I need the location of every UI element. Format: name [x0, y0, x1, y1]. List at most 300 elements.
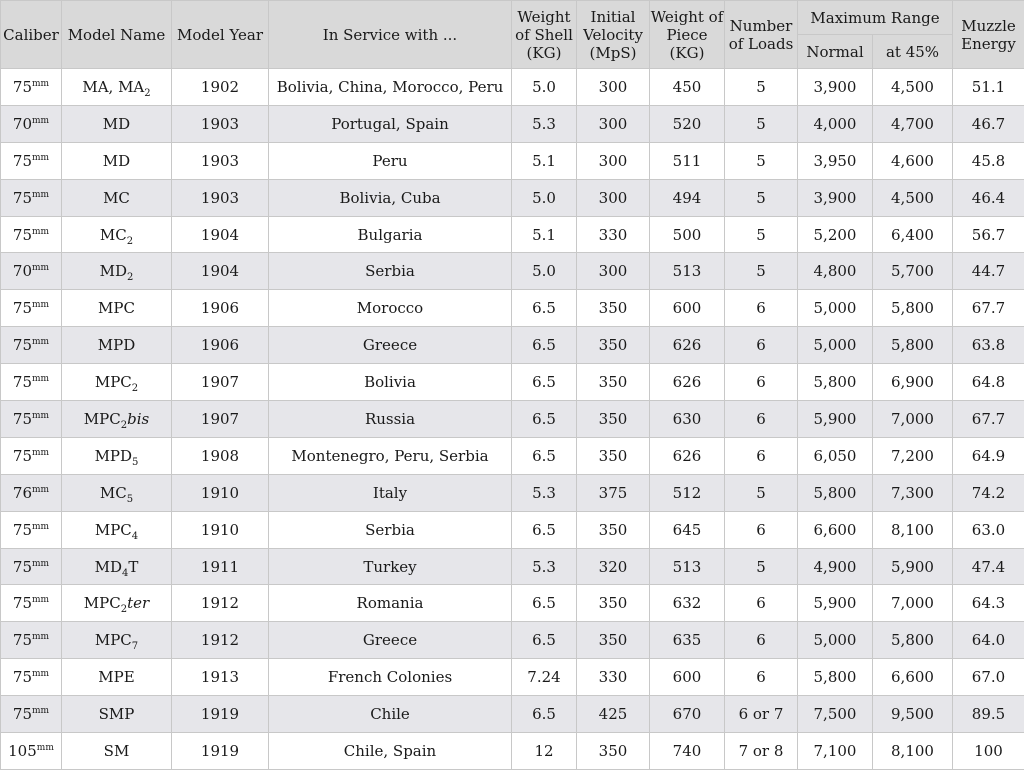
- header-in-service: In Service with ...: [269, 1, 512, 69]
- cell-in-service: Portugal, Spain: [269, 105, 512, 142]
- cell-initial-velocity: 320: [577, 548, 650, 585]
- caliber-value: 70: [13, 115, 32, 133]
- caliber-unit: mm: [32, 411, 49, 421]
- cell-range-at-45: 7,300: [873, 474, 953, 511]
- cell-number-of-loads: 5: [725, 179, 798, 216]
- header-maximum-range: Maximum Range: [798, 1, 953, 35]
- model-name-part: ter: [127, 594, 149, 612]
- cell-shell-weight: 6.5: [512, 364, 577, 401]
- cell-piece-weight: 635: [650, 622, 725, 659]
- cell-caliber: [1, 659, 62, 696]
- cell-caliber: [1, 142, 62, 179]
- table-row: [1, 733, 1024, 770]
- cell-model-year: 1904: [172, 253, 269, 290]
- cell-model-year: 1910: [172, 511, 269, 548]
- cell-model-year: 1902: [172, 69, 269, 106]
- cell-caliber: [1, 290, 62, 327]
- cell-caliber: [1, 179, 62, 216]
- cell-number-of-loads: 6: [725, 290, 798, 327]
- cell-number-of-loads: 6: [725, 437, 798, 474]
- cell-model-name: [62, 548, 172, 585]
- model-name-part: 2: [121, 420, 127, 431]
- cell-piece-weight: 626: [650, 437, 725, 474]
- cell-range-normal: 6,050: [798, 437, 873, 474]
- cell-piece-weight: 600: [650, 290, 725, 327]
- model-name-part: MD: [103, 115, 130, 133]
- model-name-part: MA, MA: [82, 78, 144, 96]
- cell-caliber: [1, 511, 62, 548]
- cell-muzzle-energy: 47.4: [953, 548, 1024, 585]
- cell-range-normal: 6,600: [798, 511, 873, 548]
- cell-muzzle-energy: 64.3: [953, 585, 1024, 622]
- caliber-unit: mm: [32, 153, 49, 163]
- cell-muzzle-energy: 46.4: [953, 179, 1024, 216]
- cell-in-service: Turkey: [269, 548, 512, 585]
- cell-model-name: [62, 622, 172, 659]
- cell-range-at-45: 7,200: [873, 437, 953, 474]
- cell-range-at-45: 4,500: [873, 179, 953, 216]
- cell-piece-weight: 630: [650, 401, 725, 438]
- table-row: [1, 364, 1024, 401]
- caliber-value: 75: [13, 521, 32, 539]
- caliber-unit: mm: [32, 337, 49, 347]
- cell-initial-velocity: 350: [577, 364, 650, 401]
- caliber-value: 70: [13, 262, 32, 280]
- cell-initial-velocity: 350: [577, 622, 650, 659]
- cell-initial-velocity: 350: [577, 290, 650, 327]
- cell-range-normal: 5,900: [798, 401, 873, 438]
- model-name-part: MD: [103, 152, 130, 170]
- cell-model-name: [62, 401, 172, 438]
- cell-in-service: Morocco: [269, 290, 512, 327]
- caliber-unit: mm: [32, 522, 49, 532]
- cell-range-normal: 5,000: [798, 622, 873, 659]
- cell-range-at-45: 4,500: [873, 69, 953, 106]
- cell-muzzle-energy: 74.2: [953, 474, 1024, 511]
- cell-caliber: [1, 437, 62, 474]
- cell-piece-weight: 626: [650, 364, 725, 401]
- model-name-part: 4: [122, 568, 128, 579]
- caliber-value: 75: [13, 299, 32, 317]
- cell-model-year: 1907: [172, 364, 269, 401]
- cell-muzzle-energy: 67.7: [953, 290, 1024, 327]
- caliber-unit: mm: [32, 227, 49, 237]
- cell-piece-weight: 513: [650, 548, 725, 585]
- cell-shell-weight: 6.5: [512, 290, 577, 327]
- table-row: [1, 696, 1024, 733]
- cell-model-name: [62, 659, 172, 696]
- cell-muzzle-energy: 63.0: [953, 511, 1024, 548]
- header-caliber: Caliber: [1, 1, 62, 69]
- cell-model-name: [62, 327, 172, 364]
- table-row: [1, 179, 1024, 216]
- cell-model-name: [62, 216, 172, 253]
- header-range-normal: Normal: [798, 35, 873, 69]
- caliber-unit: mm: [32, 116, 49, 126]
- cell-initial-velocity: 350: [577, 437, 650, 474]
- cell-piece-weight: 626: [650, 327, 725, 364]
- cell-range-normal: 4,000: [798, 105, 873, 142]
- cell-caliber: [1, 585, 62, 622]
- table-row: [1, 585, 1024, 622]
- cell-caliber: [1, 327, 62, 364]
- cell-model-name: [62, 105, 172, 142]
- model-name-part: 2: [121, 604, 127, 615]
- cell-caliber: [1, 253, 62, 290]
- cell-range-normal: 3,900: [798, 179, 873, 216]
- cell-range-at-45: 6,900: [873, 364, 953, 401]
- cell-in-service: Romania: [269, 585, 512, 622]
- table-body: [1, 69, 1024, 770]
- cell-range-normal: 5,900: [798, 585, 873, 622]
- caliber-value: 75: [13, 78, 32, 96]
- cell-piece-weight: 740: [650, 733, 725, 770]
- cell-model-year: 1904: [172, 216, 269, 253]
- table-header: [1, 1, 1024, 69]
- table-row: [1, 622, 1024, 659]
- cell-number-of-loads: 5: [725, 216, 798, 253]
- caliber-value: 76: [13, 484, 32, 502]
- cell-range-normal: 5,800: [798, 364, 873, 401]
- cell-muzzle-energy: 64.8: [953, 364, 1024, 401]
- cell-muzzle-energy: 44.7: [953, 253, 1024, 290]
- cell-range-at-45: 7,000: [873, 585, 953, 622]
- cell-range-normal: 3,900: [798, 69, 873, 106]
- cell-model-name: [62, 733, 172, 770]
- cell-number-of-loads: 5: [725, 105, 798, 142]
- table-row: [1, 474, 1024, 511]
- cell-in-service: Chile, Spain: [269, 733, 512, 770]
- cell-piece-weight: 500: [650, 216, 725, 253]
- cell-model-year: 1906: [172, 290, 269, 327]
- cell-number-of-loads: 6: [725, 511, 798, 548]
- model-name-part: 2: [132, 383, 138, 394]
- model-name-part: 5: [132, 457, 138, 468]
- cell-range-at-45: 4,600: [873, 142, 953, 179]
- cell-piece-weight: 494: [650, 179, 725, 216]
- caliber-unit: mm: [32, 448, 49, 458]
- cell-initial-velocity: 300: [577, 69, 650, 106]
- cell-model-year: 1912: [172, 585, 269, 622]
- cell-model-year: 1908: [172, 437, 269, 474]
- table-row: [1, 216, 1024, 253]
- cell-caliber: [1, 105, 62, 142]
- cell-model-name: [62, 253, 172, 290]
- cell-muzzle-energy: 46.7: [953, 105, 1024, 142]
- header-shell-weight: Weight of Shell (KG): [512, 1, 577, 69]
- cell-number-of-loads: 5: [725, 69, 798, 106]
- cell-range-at-45: 5,900: [873, 548, 953, 585]
- caliber-unit: mm: [32, 632, 49, 642]
- caliber-value: 75: [13, 336, 32, 354]
- model-name-part: MPC: [95, 521, 132, 539]
- model-name-part: MC: [100, 484, 127, 502]
- cell-piece-weight: 600: [650, 659, 725, 696]
- caliber-unit: mm: [37, 743, 54, 753]
- cell-initial-velocity: 300: [577, 179, 650, 216]
- model-name-part: 7: [132, 641, 138, 652]
- cell-muzzle-energy: 64.9: [953, 437, 1024, 474]
- cell-muzzle-energy: 56.7: [953, 216, 1024, 253]
- cell-model-year: 1903: [172, 179, 269, 216]
- cell-shell-weight: 6.5: [512, 622, 577, 659]
- cell-in-service: Chile: [269, 696, 512, 733]
- cell-muzzle-energy: 100: [953, 733, 1024, 770]
- cell-caliber: [1, 696, 62, 733]
- cell-caliber: [1, 401, 62, 438]
- cell-model-year: 1907: [172, 401, 269, 438]
- cell-model-name: [62, 69, 172, 106]
- caliber-value: 75: [13, 410, 32, 428]
- cell-model-year: 1911: [172, 548, 269, 585]
- cell-model-name: [62, 437, 172, 474]
- cell-range-at-45: 8,100: [873, 733, 953, 770]
- caliber-value: 75: [13, 631, 32, 649]
- model-name-part: MD: [95, 558, 122, 576]
- cell-in-service: Serbia: [269, 511, 512, 548]
- cell-piece-weight: 645: [650, 511, 725, 548]
- cell-in-service: Serbia: [269, 253, 512, 290]
- header-initial-velocity: Initial Velocity (MpS): [577, 1, 650, 69]
- cell-number-of-loads: 7 or 8: [725, 733, 798, 770]
- cell-shell-weight: 12: [512, 733, 577, 770]
- cell-number-of-loads: 6 or 7: [725, 696, 798, 733]
- cell-range-normal: 4,900: [798, 548, 873, 585]
- cell-shell-weight: 5.0: [512, 253, 577, 290]
- caliber-unit: mm: [32, 263, 49, 273]
- cell-model-name: [62, 179, 172, 216]
- cell-model-year: 1910: [172, 474, 269, 511]
- cell-shell-weight: 5.3: [512, 474, 577, 511]
- cell-muzzle-energy: 45.8: [953, 142, 1024, 179]
- cell-model-name: [62, 142, 172, 179]
- cell-shell-weight: 6.5: [512, 437, 577, 474]
- cell-number-of-loads: 6: [725, 659, 798, 696]
- model-name-part: SMP: [99, 705, 135, 723]
- cell-in-service: Bolivia: [269, 364, 512, 401]
- cell-caliber: [1, 364, 62, 401]
- cell-number-of-loads: 6: [725, 364, 798, 401]
- cell-model-name: [62, 696, 172, 733]
- cell-piece-weight: 513: [650, 253, 725, 290]
- cell-in-service: Montenegro, Peru, Serbia: [269, 437, 512, 474]
- cell-shell-weight: 6.5: [512, 696, 577, 733]
- cell-range-at-45: 9,500: [873, 696, 953, 733]
- cell-in-service: French Colonies: [269, 659, 512, 696]
- cell-caliber: [1, 69, 62, 106]
- cell-number-of-loads: 6: [725, 401, 798, 438]
- table-row: [1, 105, 1024, 142]
- cell-piece-weight: 512: [650, 474, 725, 511]
- table-row: [1, 548, 1024, 585]
- cell-in-service: Bulgaria: [269, 216, 512, 253]
- model-name-part: MD: [100, 262, 127, 280]
- caliber-value: 75: [13, 558, 32, 576]
- cell-range-at-45: 8,100: [873, 511, 953, 548]
- model-name-part: MPC: [98, 299, 135, 317]
- model-name-part: MPD: [95, 447, 132, 465]
- header-model-year: Model Year: [172, 1, 269, 69]
- cell-muzzle-energy: 51.1: [953, 69, 1024, 106]
- table-row: [1, 142, 1024, 179]
- cell-range-at-45: 5,700: [873, 253, 953, 290]
- table-row: [1, 69, 1024, 106]
- cell-number-of-loads: 6: [725, 622, 798, 659]
- cell-piece-weight: 632: [650, 585, 725, 622]
- cell-in-service: Greece: [269, 622, 512, 659]
- cell-model-name: [62, 364, 172, 401]
- cell-shell-weight: 5.3: [512, 548, 577, 585]
- cell-in-service: Greece: [269, 327, 512, 364]
- cell-in-service: Bolivia, Cuba: [269, 179, 512, 216]
- cell-muzzle-energy: 63.8: [953, 327, 1024, 364]
- table-row: [1, 327, 1024, 364]
- cell-initial-velocity: 350: [577, 401, 650, 438]
- cell-muzzle-energy: 64.0: [953, 622, 1024, 659]
- cell-model-year: 1919: [172, 733, 269, 770]
- cell-in-service: Bolivia, China, Morocco, Peru: [269, 69, 512, 106]
- cell-muzzle-energy: 67.7: [953, 401, 1024, 438]
- table-row: [1, 437, 1024, 474]
- cell-model-year: 1919: [172, 696, 269, 733]
- cell-shell-weight: 6.5: [512, 585, 577, 622]
- cell-initial-velocity: 300: [577, 253, 650, 290]
- cell-range-at-45: 7,000: [873, 401, 953, 438]
- cell-model-year: 1903: [172, 142, 269, 179]
- cell-range-normal: 7,500: [798, 696, 873, 733]
- cell-initial-velocity: 330: [577, 659, 650, 696]
- model-name-part: 5: [127, 494, 133, 505]
- cell-model-name: [62, 511, 172, 548]
- cell-in-service: Russia: [269, 401, 512, 438]
- cell-piece-weight: 450: [650, 69, 725, 106]
- cell-shell-weight: 6.5: [512, 511, 577, 548]
- model-name-part: MPC: [84, 594, 121, 612]
- caliber-value: 75: [13, 668, 32, 686]
- caliber-unit: mm: [32, 79, 49, 89]
- cell-muzzle-energy: 67.0: [953, 659, 1024, 696]
- caliber-unit: mm: [32, 559, 49, 569]
- cell-initial-velocity: 350: [577, 327, 650, 364]
- model-name-part: MC: [103, 189, 130, 207]
- cell-initial-velocity: 300: [577, 142, 650, 179]
- table-row: [1, 290, 1024, 327]
- caliber-unit: mm: [32, 595, 49, 605]
- table-row: [1, 401, 1024, 438]
- model-name-part: MPC: [84, 410, 121, 428]
- cell-number-of-loads: 5: [725, 253, 798, 290]
- cell-shell-weight: 5.0: [512, 69, 577, 106]
- cell-shell-weight: 5.0: [512, 179, 577, 216]
- table-row: [1, 659, 1024, 696]
- caliber-value: 75: [13, 189, 32, 207]
- cell-range-normal: 5,800: [798, 659, 873, 696]
- header-piece-weight: Weight of Piece (KG): [650, 1, 725, 69]
- cell-initial-velocity: 350: [577, 733, 650, 770]
- cell-shell-weight: 5.1: [512, 216, 577, 253]
- caliber-unit: mm: [32, 374, 49, 384]
- header-model-name: Model Name: [62, 1, 172, 69]
- cell-piece-weight: 511: [650, 142, 725, 179]
- cell-range-at-45: 5,800: [873, 622, 953, 659]
- caliber-value: 75: [13, 447, 32, 465]
- cell-range-at-45: 5,800: [873, 327, 953, 364]
- cell-in-service: Italy: [269, 474, 512, 511]
- cell-piece-weight: 670: [650, 696, 725, 733]
- cell-number-of-loads: 5: [725, 142, 798, 179]
- cell-initial-velocity: 425: [577, 696, 650, 733]
- model-name-part: MPD: [98, 336, 135, 354]
- cell-number-of-loads: 6: [725, 585, 798, 622]
- cell-model-year: 1906: [172, 327, 269, 364]
- caliber-unit: mm: [32, 669, 49, 679]
- header-range-at-45: at 45%: [873, 35, 953, 69]
- cell-initial-velocity: 375: [577, 474, 650, 511]
- cell-number-of-loads: 5: [725, 548, 798, 585]
- caliber-value: 75: [13, 226, 32, 244]
- cell-model-name: [62, 290, 172, 327]
- cell-range-normal: 3,950: [798, 142, 873, 179]
- cell-in-service: Peru: [269, 142, 512, 179]
- cell-shell-weight: 5.3: [512, 105, 577, 142]
- cell-model-year: 1913: [172, 659, 269, 696]
- cell-shell-weight: 7.24: [512, 659, 577, 696]
- cell-shell-weight: 6.5: [512, 401, 577, 438]
- caliber-unit: mm: [32, 706, 49, 716]
- caliber-value: 75: [13, 705, 32, 723]
- cell-model-year: 1912: [172, 622, 269, 659]
- model-name-part: bis: [127, 410, 149, 428]
- table-row: [1, 511, 1024, 548]
- cell-range-normal: 5,200: [798, 216, 873, 253]
- cell-shell-weight: 6.5: [512, 327, 577, 364]
- cell-range-at-45: 6,600: [873, 659, 953, 696]
- caliber-value: 105: [8, 742, 37, 760]
- model-name-part: MPC: [95, 631, 132, 649]
- cell-caliber: [1, 474, 62, 511]
- caliber-value: 75: [13, 594, 32, 612]
- caliber-unit: mm: [32, 300, 49, 310]
- model-name-part: T: [128, 558, 138, 576]
- caliber-value: 75: [13, 152, 32, 170]
- caliber-value: 75: [13, 373, 32, 391]
- cell-caliber: [1, 216, 62, 253]
- cell-caliber: [1, 548, 62, 585]
- cell-shell-weight: 5.1: [512, 142, 577, 179]
- model-name-part: MC: [100, 226, 127, 244]
- cell-range-at-45: 5,800: [873, 290, 953, 327]
- cell-range-normal: 4,800: [798, 253, 873, 290]
- cell-piece-weight: 520: [650, 105, 725, 142]
- cell-number-of-loads: 6: [725, 327, 798, 364]
- cell-caliber: [1, 622, 62, 659]
- model-name-part: SM: [104, 742, 130, 760]
- model-name-part: 4: [132, 531, 138, 542]
- cell-range-normal: 5,000: [798, 290, 873, 327]
- cell-initial-velocity: 350: [577, 585, 650, 622]
- model-name-part: MPC: [95, 373, 132, 391]
- cell-range-normal: 5,800: [798, 474, 873, 511]
- cell-number-of-loads: 5: [725, 474, 798, 511]
- caliber-unit: mm: [32, 485, 49, 495]
- table-row: [1, 253, 1024, 290]
- cell-range-normal: 5,000: [798, 327, 873, 364]
- header-number-of-loads: Number of Loads: [725, 1, 798, 69]
- cell-range-normal: 7,100: [798, 733, 873, 770]
- cell-model-name: [62, 585, 172, 622]
- model-name-part: 2: [144, 88, 150, 99]
- cell-model-name: [62, 474, 172, 511]
